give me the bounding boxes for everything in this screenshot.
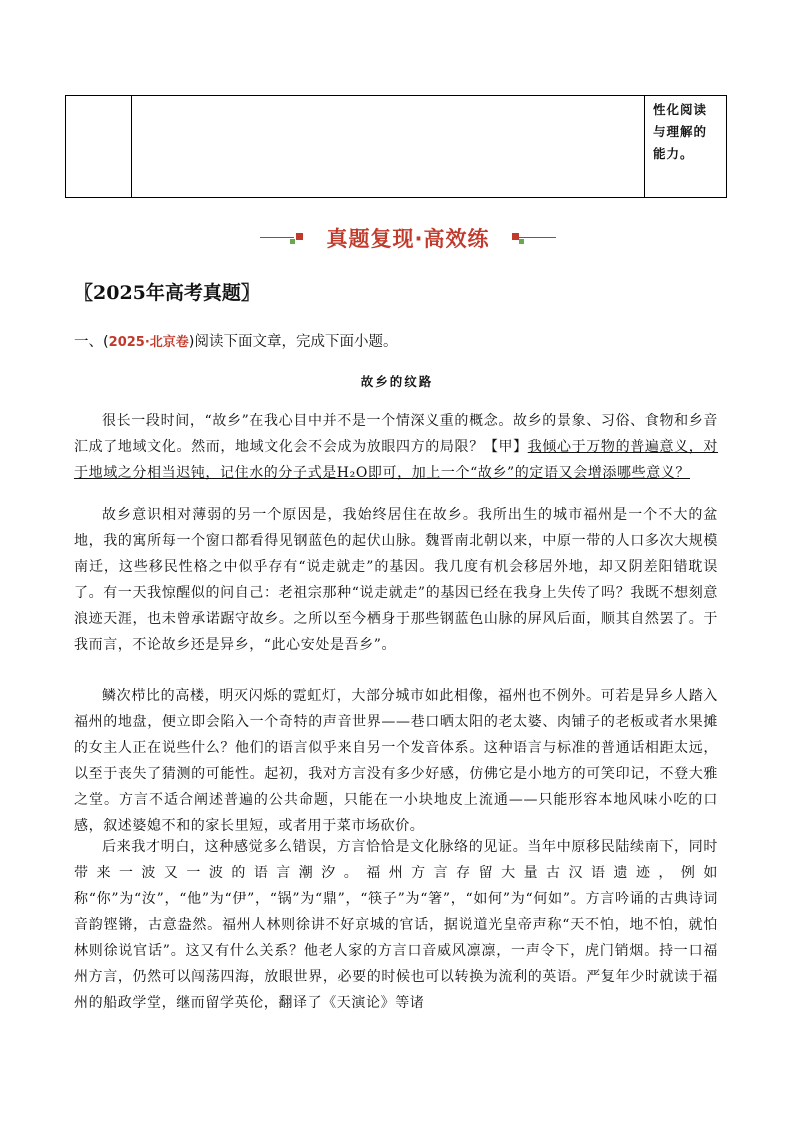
- paragraph-text: 很长一段时间，“故乡”在我心目中并不是一个情深义重的概念。故乡的景象、习俗、食物和乡音汇成了地域文化。然而，地域文化会不会成为放眼四方的局限？【甲】: [74, 413, 718, 455]
- question-prefix: 一、(: [74, 334, 109, 350]
- leaf-icon: [519, 239, 524, 244]
- banner-rule-right: [518, 237, 556, 238]
- question-source: 2025·北京卷: [108, 335, 189, 350]
- table-cell-line: 能力。: [653, 146, 694, 161]
- header-table: [65, 95, 727, 198]
- banner-rule-left: [260, 237, 294, 238]
- table-cell-line: 性化阅读: [653, 102, 708, 117]
- leaf-icon: [290, 239, 295, 244]
- table-divider: [131, 96, 132, 197]
- underlined-sentence: 我倾心于万物的普遍意义，对于地域之分相当迟钝，记住水的分子式是H₂O即可，加上一个“故乡”的定语又会增添哪些意义？: [74, 439, 718, 481]
- article-title: 故乡的纹路: [360, 374, 434, 389]
- table-divider: [644, 96, 645, 197]
- section-banner: [260, 218, 556, 258]
- article-paragraph: 故乡意识相对薄弱的另一个原因是，我始终居住在故乡。我所出生的城市福州是一个不大的盆地，我的寓所每一个窗口都看得见钢蓝色的起伏山脉。魏晋南北朝以来，中原一带的人口多次大规模南迁，这些移民性格之中似乎存有“说走就走”的基因。我几度有机会移居外地，却又阴差阳错耽误了。有一天我惊醒似的问自己：老祖宗那种“说走就走”的基因已经在我身上失传了吗？我既不想刻意浪迹天涯，也未曾承诺踞守故乡。之所以至今栖身于那些钢蓝色山脉的屏风后面，顺其自然罢了。于我而言，不论故乡还是异乡，“此心安处是吾乡”。: [74, 507, 718, 653]
- table-cell-line: 与理解的: [653, 124, 708, 139]
- section-title: 〖2025年高考真题〗: [74, 282, 260, 304]
- question-prompt: [74, 330, 397, 351]
- table-cell-text: [653, 99, 723, 165]
- article-paragraph: [74, 408, 718, 486]
- article-paragraph: 鳞次栉比的高楼，明灭闪烁的霓虹灯，大部分城市如此相像，福州也不例外。可若是异乡人踏入福州的地盘，便立即会陷入一个奇特的声音世界——巷口晒太阳的老太婆、肉铺子的老板或者水果摊的女主人正在说些什么？他们的语言似乎来自另一个发音体系。这种语言与标准的普通话相距太远，以至于丧失了猜测的可能性。起初，我对方言没有多少好感，仿佛它是小地方的可笑印记，不登大雅之堂。方言不适合阐述普遍的公共命题，只能在一小块地皮上流通——只能形容本地风味小吃的口感，叙述婆媳不和的家长里短，或者用于菜市场砍价。: [74, 688, 718, 834]
- square-ornament-icon: [296, 233, 303, 240]
- article-paragraph: 后来我才明白，这种感觉多么错误，方言恰恰是文化脉络的见证。当年中原移民陆续南下，同时带来一波又一波的语言潮汐。福州方言存留大量古汉语遗迹，例如称“你”为“汝”，“他”为“伊”，“锅”为“鼎”，“筷子”为“箸”，“如何”为“何如”。方言吟诵的古典诗词音韵铿锵，古意盎然。福州人林则徐讲不好京城的官话，据说道光皇帝声称“天不怕，地不怕，就怕林则徐说官话”。这又有什么关系？他老人家的方言口音威风凛凛，一声令下，虎门销烟。持一口福州方言，仍然可以闯荡四海，放眼世界，必要的时候也可以转换为流利的英语。严复年少时就读于福州的船政学堂，继而留学英伦，翻译了《天演论》等诸: [74, 839, 718, 1011]
- banner-title: 真题复现·高效练: [326, 227, 490, 251]
- question-suffix: )阅读下面文章，完成下面小题。: [188, 334, 398, 350]
